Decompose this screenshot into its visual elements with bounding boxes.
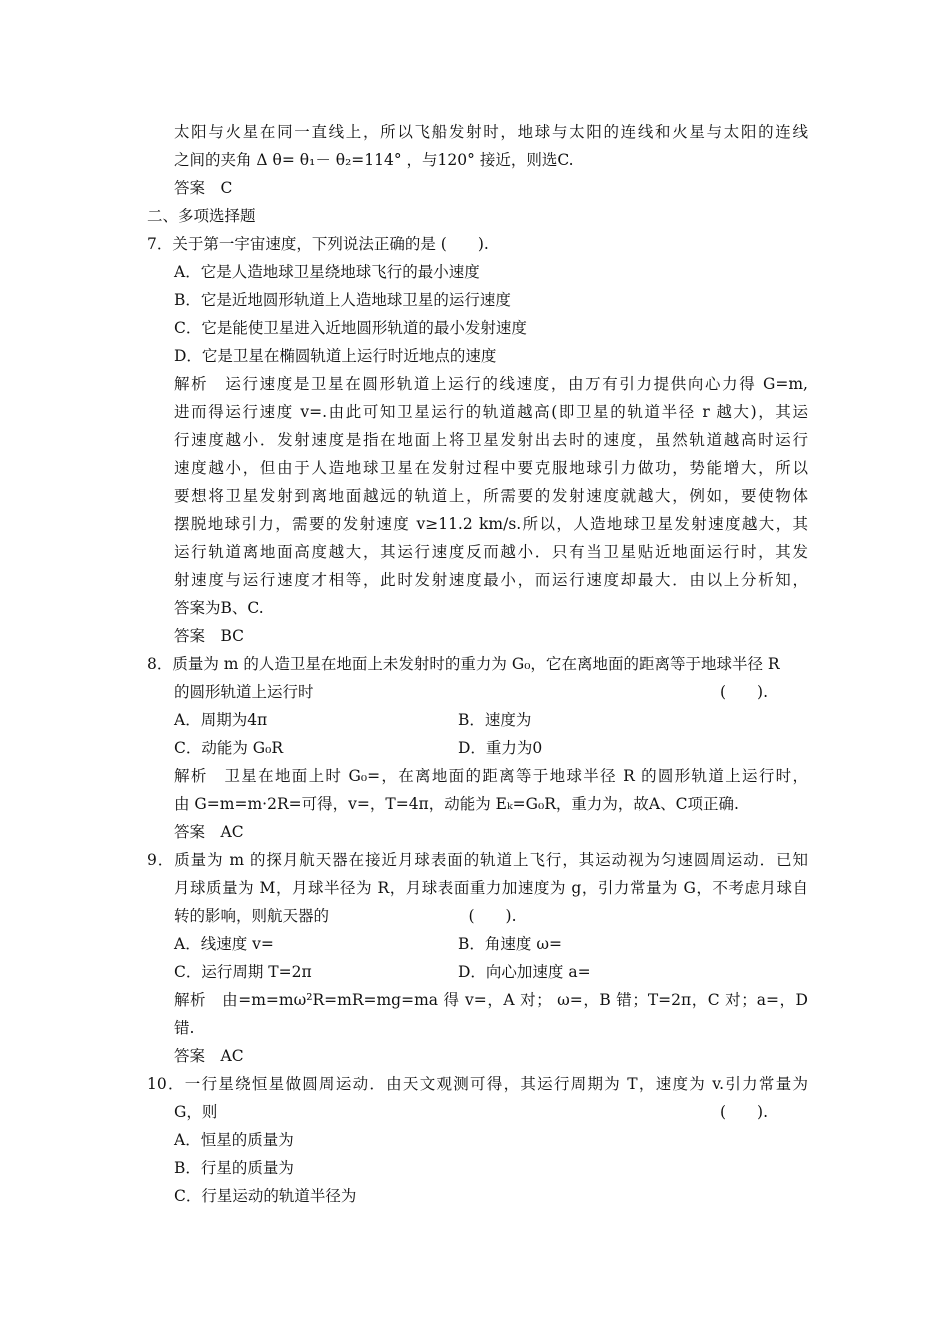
answer-line: 答案 C (174, 179, 233, 197)
explanation-line: 太阳与火星在同一直线上，所以飞船发射时，地球与太阳的连线和火星与太阳的连线 (174, 123, 808, 141)
option-9b: B．角速度 ω= (458, 935, 562, 953)
explanation-line: 由 G=m=m·2R=可得，v=，T=4π，动能为 Eₖ=G₀R，重力为，故A、C项正确. (174, 795, 739, 813)
question-8: 8．质量为 m 的人造卫星在地面上未发射时的重力为 G₀，它在离地面的距离等于地球半径 R (147, 655, 780, 673)
explanation-line: 行速度越小．发射速度是指在地面上将卫星发射出去时的速度，虽然轨道越高时运行 (174, 431, 808, 449)
explanation-line: 答案为B、C. (174, 599, 264, 617)
option-9d: D．向心加速度 a= (458, 963, 591, 981)
option-10c: C．行星运动的轨道半径为 (174, 1187, 357, 1205)
option-7a: A．它是人造地球卫星绕地球飞行的最小速度 (174, 263, 480, 281)
question-10: 10．一行星绕恒星做圆周运动．由天文观测可得，其运行周期为 T，速度为 v.引力常量为 (147, 1075, 808, 1093)
option-9a: A．线速度 v= (174, 935, 274, 953)
answer-line: 答案 AC (174, 823, 244, 841)
explanation-line: 摆脱地球引力，需要的发射速度 v≥11.2 km/s.所以，人造地球卫星发射速度越大，其 (174, 515, 808, 533)
explanation-line: 速度越小，但由于人造地球卫星在发射过程中要克服地球引力做功，势能增大，所以 (174, 459, 808, 477)
answer-line: 答案 BC (174, 627, 245, 645)
option-9c: C．运行周期 T=2π (174, 963, 312, 981)
explanation-line: 运行轨道离地面高度越大，其运行速度反而越小．只有当卫星贴近地面运行时，其发 (174, 543, 808, 561)
answer-line: 答案 AC (174, 1047, 244, 1065)
explanation-line: 进而得运行速度 v=.由此可知卫星运行的轨道越高(即卫星的轨道半径 r 越大)，其运 (174, 403, 808, 421)
option-10b: B．行星的质量为 (174, 1159, 294, 1177)
explanation-line: 射速度与运行速度才相等，此时发射速度最小，而运行速度却最大．由以上分析知， (174, 571, 808, 589)
option-7c: C．它是能使卫星进入近地圆形轨道的最小发射速度 (174, 319, 527, 337)
answer-blank: ( ). (720, 683, 769, 701)
explanation-line: 解析 运行速度是卫星在圆形轨道上运行的线速度，由万有引力提供向心力得 G=m, (174, 375, 808, 393)
option-10a: A．恒星的质量为 (174, 1131, 294, 1149)
answer-blank: ( ). (720, 1103, 769, 1121)
option-8d: D．重力为0 (458, 739, 543, 757)
option-8a: A．周期为4π (174, 711, 268, 729)
question-9-cont: 月球质量为 M，月球半径为 R，月球表面重力加速度为 g，引力常量为 G，不考虑月球自 (174, 879, 808, 897)
option-7d: D．它是卫星在椭圆轨道上运行时近地点的速度 (174, 347, 497, 365)
option-8b: B．速度为 (458, 711, 532, 729)
explanation-line: 要想将卫星发射到离地面越远的轨道上，所需要的发射速度就越大，例如，要使物体 (174, 487, 808, 505)
explanation-line: 解析 由=m=mω²R=mR=mg=ma 得 v=，A 对； ω=，B 错；T=2π，C 对；a=，D (174, 991, 808, 1009)
option-8c: C．动能为 G₀R (174, 739, 284, 757)
question-10-cont: G，则 (174, 1103, 218, 1121)
question-9-cont: 转的影响，则航天器的 ( ). (174, 907, 517, 925)
explanation-line: 错. (174, 1019, 195, 1037)
section-heading: 二、多项选择题 (147, 207, 256, 225)
question-7: 7．关于第一宇宙速度，下列说法正确的是 ( ). (147, 235, 489, 253)
question-8-cont: 的圆形轨道上运行时 (174, 683, 314, 701)
explanation-line: 解析 卫星在地面上时 G₀=，在离地面的距离等于地球半径 R 的圆形轨道上运行时， (174, 767, 808, 785)
option-7b: B．它是近地圆形轨道上人造地球卫星的运行速度 (174, 291, 511, 309)
explanation-line: 之间的夹角 Δ θ= θ₁－ θ₂=114° ，与120° 接近，则选C. (174, 151, 574, 169)
question-9: 9．质量为 m 的探月航天器在接近月球表面的轨道上飞行，其运动视为匀速圆周运动．已知 (147, 851, 808, 869)
